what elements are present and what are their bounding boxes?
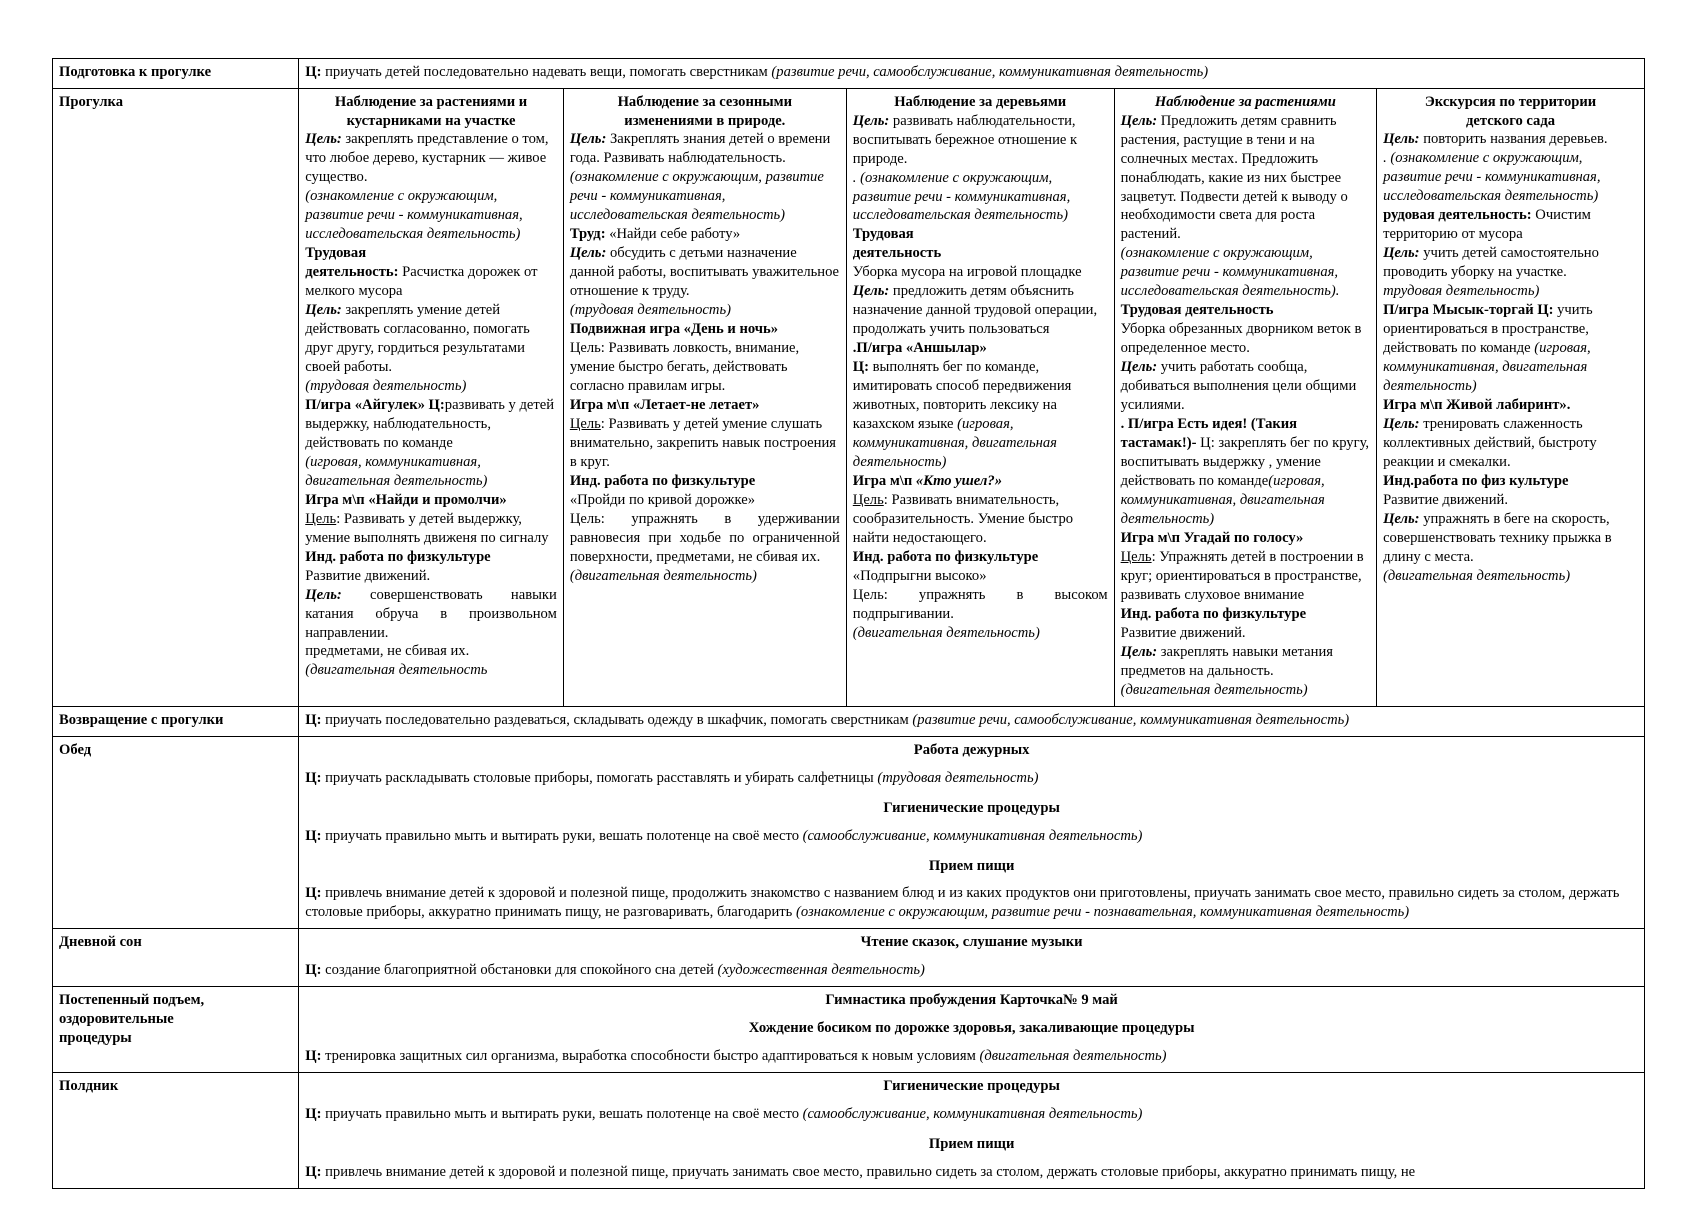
activity-note-2: трудовая деятельность)	[1383, 283, 1540, 300]
block-title-reading: Чтение сказок, слушание музыки	[860, 934, 1083, 951]
game-label: .П/игра «Аншылар»	[852, 340, 987, 357]
labor-goal-label: Цель:	[305, 302, 342, 319]
labor-label: Трудовая	[305, 245, 367, 262]
labor-goal-label: Цель:	[1120, 359, 1158, 376]
goal-prefix: Ц:	[305, 711, 322, 728]
individual-goal-text: совершенствовать навыки катания обруча в произвольном направлении.	[305, 586, 557, 641]
game2-goal-paragraph	[853, 491, 1108, 548]
column-heading-2: кустарниками на участке	[346, 112, 516, 129]
goal-text: приучать последовательно раздеваться, складывать одежду в шкафчик, помогать сверстникам	[321, 711, 913, 728]
block-line-meal	[305, 884, 1638, 922]
goal-text: развивать наблюдательности, воспитывать бережное отношение к природе.	[852, 112, 1078, 167]
labor-text: Уборка мусора на игровой площадке	[852, 264, 1082, 281]
walk-column-1	[299, 88, 564, 706]
activity-note-4: (двигательная деятельность)	[852, 624, 1040, 641]
labor-label: Трудовая деятельность	[1120, 302, 1274, 319]
column-heading: Наблюдение за растениями	[1154, 93, 1336, 110]
goal-note: (художественная деятельность)	[717, 962, 925, 979]
labor-goal-label: Цель:	[852, 283, 890, 300]
game2-goal-text: : Упражнять детей в построении в круг; ориентироваться в пространстве, развивать слуховое внимание	[1120, 548, 1364, 603]
row-label-preparation	[53, 59, 299, 89]
goal-label: Цель:	[1383, 131, 1420, 148]
row-label-text: Полдник	[59, 1078, 119, 1095]
activity-note-1: . (ознакомление с окружающим, развитие речи - коммуникативная, исследовательская деятельность)	[852, 169, 1071, 224]
labor-goal-paragraph	[1383, 244, 1638, 282]
goal-prefix: Ц:	[305, 769, 322, 786]
row-label-text: Дневной сон	[59, 934, 142, 951]
goal-text: Закреплять знания детей о времени года. Развивать наблюдательность.	[569, 131, 831, 167]
activity-note-1: . (ознакомление с окружающим, развитие речи - коммуникативная, исследовательская деятельность)	[1383, 150, 1601, 205]
block-line-duty	[305, 769, 1638, 788]
labor-goal-text: закреплять умение детей действовать согласованно, помогать друг другу, гордиться результатами своей работы.	[305, 302, 530, 375]
individual-work-text: «Подпрыгни высоко»	[852, 567, 987, 584]
block-line-hygiene	[305, 1105, 1638, 1124]
note-and-labor	[853, 169, 1108, 245]
row-label-text: Обед	[59, 741, 92, 758]
labor-label: рудовая деятельность:	[1383, 207, 1532, 224]
goal-label: Цель:	[305, 131, 342, 148]
goal-text: повторить названия деревьев.	[1419, 131, 1608, 148]
game-goal-text: Цель: Развивать ловкость, внимание, умение быстро бегать, действовать согласно правилам игры.	[569, 339, 800, 394]
block-title-hygiene: Гигиенические процедуры	[883, 799, 1060, 816]
goal-paragraph	[570, 130, 840, 168]
individual-work-text: Развитие движений.	[305, 567, 431, 584]
goal-text: закреплять представление о том, что любое дерево, кустарник — живое существо.	[305, 131, 549, 186]
game2-goal-label: Цель	[305, 510, 337, 527]
row-content-nap	[299, 929, 1645, 987]
walk-column-3	[846, 88, 1114, 706]
game2-goal-label: Цель:	[1383, 415, 1420, 432]
labor-text: «Найди себе работу»	[605, 226, 741, 243]
labor-label-2: деятельность	[852, 245, 942, 262]
goal-label: Цель:	[852, 112, 890, 129]
walk-column-5	[1377, 88, 1645, 706]
individual-goal-text: Цель: упражнять в высоком подпрыгивании.	[852, 586, 1108, 622]
block-title-hygiene: Гигиенические процедуры	[883, 1078, 1060, 1095]
game2-goal-text: : Развивать внимательность, сообразительность. Умение быстро найти недостающего.	[852, 492, 1074, 546]
block-line-wakeup	[305, 1047, 1638, 1066]
game-text: Ц: закреплять бег по кругу, воспитывать выдержку , умение действовать по команде	[1120, 435, 1370, 490]
labor-paragraph	[305, 263, 557, 301]
activity-note-4: (двигательная деятельность)	[1120, 681, 1308, 698]
block-line-nap	[305, 961, 1638, 980]
table-row-preparation	[53, 59, 1645, 89]
activity-note-3: (игровая, коммуникативная, двигательная деятельность)	[1120, 473, 1325, 527]
column-heading-2: изменениями в природе.	[624, 112, 786, 129]
block-title-barefoot: Хождение босиком по дорожке здоровья, закаливающие процедуры	[748, 1020, 1195, 1037]
labor-label: Труд:	[569, 226, 606, 243]
goal-text: создание благоприятной обстановки для спокойного сна детей	[321, 962, 718, 979]
activity-note-1: (ознакомление с окружающим, развитие речи - коммуникативная, исследовательская деятельность)	[305, 188, 523, 243]
activity-note-3: (игровая, коммуникативная, двигательная деятельность)	[852, 416, 1057, 471]
activity-note-3: (игровая, коммуникативная, двигательная деятельность)	[305, 453, 488, 489]
table-row-wakeup	[53, 987, 1645, 1073]
goal-prefix: Ц:	[305, 827, 322, 844]
goal-prefix: Ц:	[305, 962, 322, 979]
goal-text: Предложить детям сравнить растения, растущие в тени и на солнечных местах. Предложить понаблюдать, какие из них быстрее зацветут. Подвести детей к выводу о необходимости света для роста растений.	[1120, 112, 1348, 243]
table-row-return	[53, 706, 1645, 736]
labor-goal-paragraph	[853, 282, 1108, 339]
goal-note: (самообслуживание, коммуникативная деятельность)	[802, 1106, 1143, 1123]
goal-note: (развитие речи, самообслуживание, коммуникативная деятельность)	[771, 64, 1209, 80]
goal-text: приучать детей последовательно надевать вещи, помогать сверстникам	[321, 64, 772, 80]
game-label: П/игра Мысык-торгай Ц:	[1383, 302, 1554, 319]
row-label-wakeup	[53, 987, 299, 1073]
goal-note: (самообслуживание, коммуникативная деятельность)	[802, 827, 1143, 844]
labor-goal-paragraph	[305, 301, 557, 377]
column-heading: Наблюдение за деревьями	[894, 93, 1067, 110]
goal-prefix: Ц:	[305, 1048, 322, 1065]
individual-goal-paragraph	[305, 586, 557, 643]
row-label-text: Прогулка	[59, 93, 123, 110]
goal-text: привлечь внимание детей к здоровой и полезной пище, продолжить знакомство с названием блюд и из каких продуктов они приготовлены, приучать занимать свое место, правильно сидеть за столом, держать столовые приборы, аккуратно принимать пищу, не разговаривать, благодарить	[305, 885, 1620, 921]
game2-label: Игра м\п	[852, 473, 916, 490]
column-heading: Наблюдение за сезонными	[617, 93, 793, 110]
game2-goal-label: Цель	[1120, 548, 1152, 565]
row-label-walk	[53, 88, 299, 706]
individual-goal-text: Цель: упражнять в удерживании равновесия при ходьбе по ограниченной поверхности, предметами, не сбивая их.	[569, 510, 840, 565]
goal-text: приучать раскладывать столовые приборы, помогать расставлять и убирать салфетницы	[321, 769, 878, 786]
labor-goal-text: учить детей самостоятельно проводить уборку на участке.	[1383, 245, 1599, 281]
goal-note: (двигательная деятельность)	[979, 1048, 1167, 1065]
game2-label: Игра м\п «Найди и промолчи»	[305, 491, 507, 508]
goal-note: (развитие речи, самообслуживание, коммуникативная деятельность)	[912, 711, 1350, 728]
goal-prefix: Ц:	[305, 1164, 322, 1181]
activity-note-4: (двигательная деятельность)	[1383, 567, 1571, 584]
individual-goal-text: закреплять навыки метания предметов на дальность.	[1120, 643, 1333, 679]
block-title-gymnastics: Гимнастика пробуждения Карточка№ 9 май	[825, 992, 1118, 1009]
goal-paragraph	[305, 130, 557, 187]
goal-paragraph	[1383, 130, 1638, 149]
activity-note-3: (игровая, коммуникативная, двигательная деятельность)	[1383, 339, 1591, 394]
individual-goal-paragraph	[1383, 510, 1638, 567]
row-content-wakeup	[299, 987, 1645, 1073]
labor-paragraph	[1383, 206, 1638, 244]
table-row-lunch	[53, 736, 1645, 929]
goal-paragraph	[853, 112, 1108, 169]
activity-note-3: (двигательная деятельность)	[569, 567, 757, 584]
game-text: учить ориентироваться в пространстве, действовать по команде	[1383, 302, 1593, 356]
game2-goal-text: : Развивать у детей выдержку, умение выполнять движеня по сигналу	[305, 510, 549, 546]
tail-line-1: предметами, не сбивая их.	[305, 643, 470, 660]
individual-goal-label: Цель:	[1383, 510, 1420, 527]
game2-paragraph	[853, 472, 1108, 491]
table-row-walk	[53, 88, 1645, 706]
tail-line-2: (двигательная деятельность	[305, 662, 488, 679]
column-heading: Наблюдение за растениями и	[334, 93, 528, 110]
individual-goal-text: упражнять в беге на скорость, совершенствовать технику прыжка в длину с места.	[1383, 510, 1612, 565]
block-title-duty: Работа дежурных	[913, 741, 1030, 758]
row-label-text-3: процедуры	[59, 1030, 132, 1047]
column-heading-2: детского сада	[1466, 112, 1556, 129]
labor-goal-paragraph	[570, 244, 840, 301]
row-label-return	[53, 706, 299, 736]
labor-text: Очистим территорию от мусора	[1383, 207, 1591, 243]
goal-prefix: Ц:	[305, 64, 322, 80]
preparation-goal-line	[305, 63, 1638, 82]
individual-work-text: Развитие движений.	[1383, 491, 1509, 508]
game-label: . П/игра Есть идея! (Такия тастамак!)-	[1120, 416, 1298, 452]
column-heading: Экскурсия по территории	[1424, 93, 1597, 110]
individual-work-label: Инд. работа по физкультуре	[852, 548, 1039, 565]
game-paragraph	[1121, 415, 1370, 529]
individual-work-text: Развитие движений.	[1120, 624, 1246, 641]
row-label-nap	[53, 929, 299, 987]
game-prefix: Ц:	[852, 359, 869, 376]
block-line-meal	[305, 1163, 1638, 1182]
walk-column-4	[1114, 88, 1376, 706]
goal-label: Цель:	[569, 131, 607, 148]
game2-goal-text: : Развивать у детей умение слушать внимательно, закрепить навык построения в круг.	[569, 415, 836, 470]
individual-goal-label: Цель:	[1120, 643, 1158, 660]
individual-work-text: «Пройди по кривой дорожке»	[569, 491, 755, 508]
row-content-preparation	[299, 59, 1645, 89]
row-label-text: Возвращение с прогулки	[59, 711, 224, 728]
goal-text: приучать правильно мыть и вытирать руки, вешать полотенце на своё место	[321, 827, 803, 844]
game2-goal-label: Цель	[569, 415, 601, 432]
goal-text: привлечь внимание детей к здоровой и полезной пище, приучать занимать свое место, правильно сидеть за столом, держать столовые приборы, аккуратно принимать пищу, не	[321, 1164, 1416, 1181]
goal-note: (ознакомление с окружающим, развитие речи - познавательная, коммуникативная деятельность)	[795, 904, 1410, 921]
row-label-text-2: оздоровительные	[59, 1011, 174, 1028]
game-paragraph	[853, 358, 1108, 472]
labor-goal-label: Цель:	[569, 245, 607, 262]
individual-goal-label: Цель:	[305, 586, 342, 603]
game-paragraph	[1383, 301, 1638, 396]
game2-goal-label: Цель	[852, 492, 884, 509]
game-label: Подвижная игра «День и ночь»	[569, 321, 779, 337]
goal-prefix: Ц:	[305, 885, 322, 902]
game-paragraph	[305, 396, 557, 453]
daily-routine-table	[52, 58, 1645, 1189]
row-label-lunch	[53, 736, 299, 929]
game-label: П/игра «Айгулек» Ц:	[305, 396, 445, 413]
individual-work-label: Инд. работа по физкультуре	[305, 548, 491, 565]
labor-label-2: деятельность:	[305, 264, 399, 281]
game2-label-italic: «Кто ушел?»	[915, 473, 1003, 490]
game2-goal-paragraph	[1121, 548, 1370, 605]
note-and-labor	[1383, 149, 1638, 206]
goal-note: (трудовая деятельность)	[877, 769, 1039, 786]
game2-label: Игра м\п «Летает-не летает»	[569, 396, 760, 413]
labor-paragraph	[570, 225, 840, 244]
activity-note-1: (ознакомление с окружающим, развитие речи - коммуникативная, исследовательская деятельность)	[569, 169, 824, 224]
labor-goal-text: учить работать сообща, добиваться выполнения цели общими усилиями.	[1120, 359, 1357, 414]
goal-text: тренировка защитных сил организма, выработка способности быстро адаптироваться к новым условиям	[321, 1048, 980, 1065]
block-line-hygiene	[305, 827, 1638, 846]
game2-goal-paragraph	[570, 415, 840, 472]
game2-goal-text: тренировать слаженность коллективных действий, быстроту реакции и смекалки.	[1383, 415, 1597, 470]
game2-label: Игра м\п Угадай по голосу»	[1120, 529, 1304, 546]
labor-goal-text: обсудить с детьми назначение данной работы, воспитывать уважительное отношение к труду.	[569, 245, 840, 300]
walk-column-2	[563, 88, 846, 706]
block-title-meal: Прием пищи	[928, 857, 1015, 874]
row-label-text-1: Постепенный подъем,	[59, 992, 205, 1009]
row-label-snack	[53, 1073, 299, 1189]
block-title-meal: Прием пищи	[928, 1136, 1015, 1153]
individual-goal-paragraph	[1121, 643, 1370, 681]
labor-label: Трудовая	[852, 226, 914, 243]
activity-note-2: (трудовая деятельность)	[569, 302, 731, 319]
game-text: развивать у детей выдержку, наблюдательность, действовать по команде	[305, 396, 555, 451]
return-goal-line	[305, 711, 1638, 730]
row-label-text: Подготовка к прогулке	[59, 64, 212, 80]
goal-label: Цель:	[1120, 112, 1158, 129]
game-text: выполнять бег по команде, имитировать способ передвижения животных, повторить лексику на казахском языке	[852, 359, 1072, 433]
goal-prefix: Ц:	[305, 1106, 322, 1123]
game2-label: Игра м\п Живой лабиринт».	[1383, 396, 1571, 413]
activity-note-1: (ознакомление с окружающим, развитие речи - коммуникативная, исследовательская деятельность).	[1120, 245, 1340, 300]
goal-text: приучать правильно мыть и вытирать руки, вешать полотенце на своё место	[321, 1106, 803, 1123]
individual-work-label: Инд.работа по физ культуре	[1383, 472, 1569, 489]
labor-goal-label: Цель:	[1383, 245, 1420, 262]
labor-text: Уборка обрезанных дворником веток в определенное место.	[1120, 321, 1362, 357]
game2-goal-paragraph	[1383, 415, 1638, 472]
individual-work-label: Инд. работа по физкультуре	[569, 472, 756, 489]
labor-goal-text: предложить детям объяснить назначение данной трудовой операции, продолжать учить пользоваться	[852, 283, 1098, 338]
table-row-snack	[53, 1073, 1645, 1189]
game2-goal-paragraph	[305, 510, 557, 548]
individual-work-label: Инд. работа по физкультуре	[1120, 605, 1307, 622]
row-content-return	[299, 706, 1645, 736]
activity-note-2: (трудовая деятельность)	[305, 377, 467, 394]
labor-goal-paragraph	[1121, 358, 1370, 415]
row-content-snack	[299, 1073, 1645, 1189]
table-row-nap	[53, 929, 1645, 987]
goal-paragraph	[1121, 112, 1370, 245]
row-content-lunch	[299, 736, 1645, 929]
labor-text: Расчистка дорожек от мелкого мусора	[305, 264, 538, 300]
